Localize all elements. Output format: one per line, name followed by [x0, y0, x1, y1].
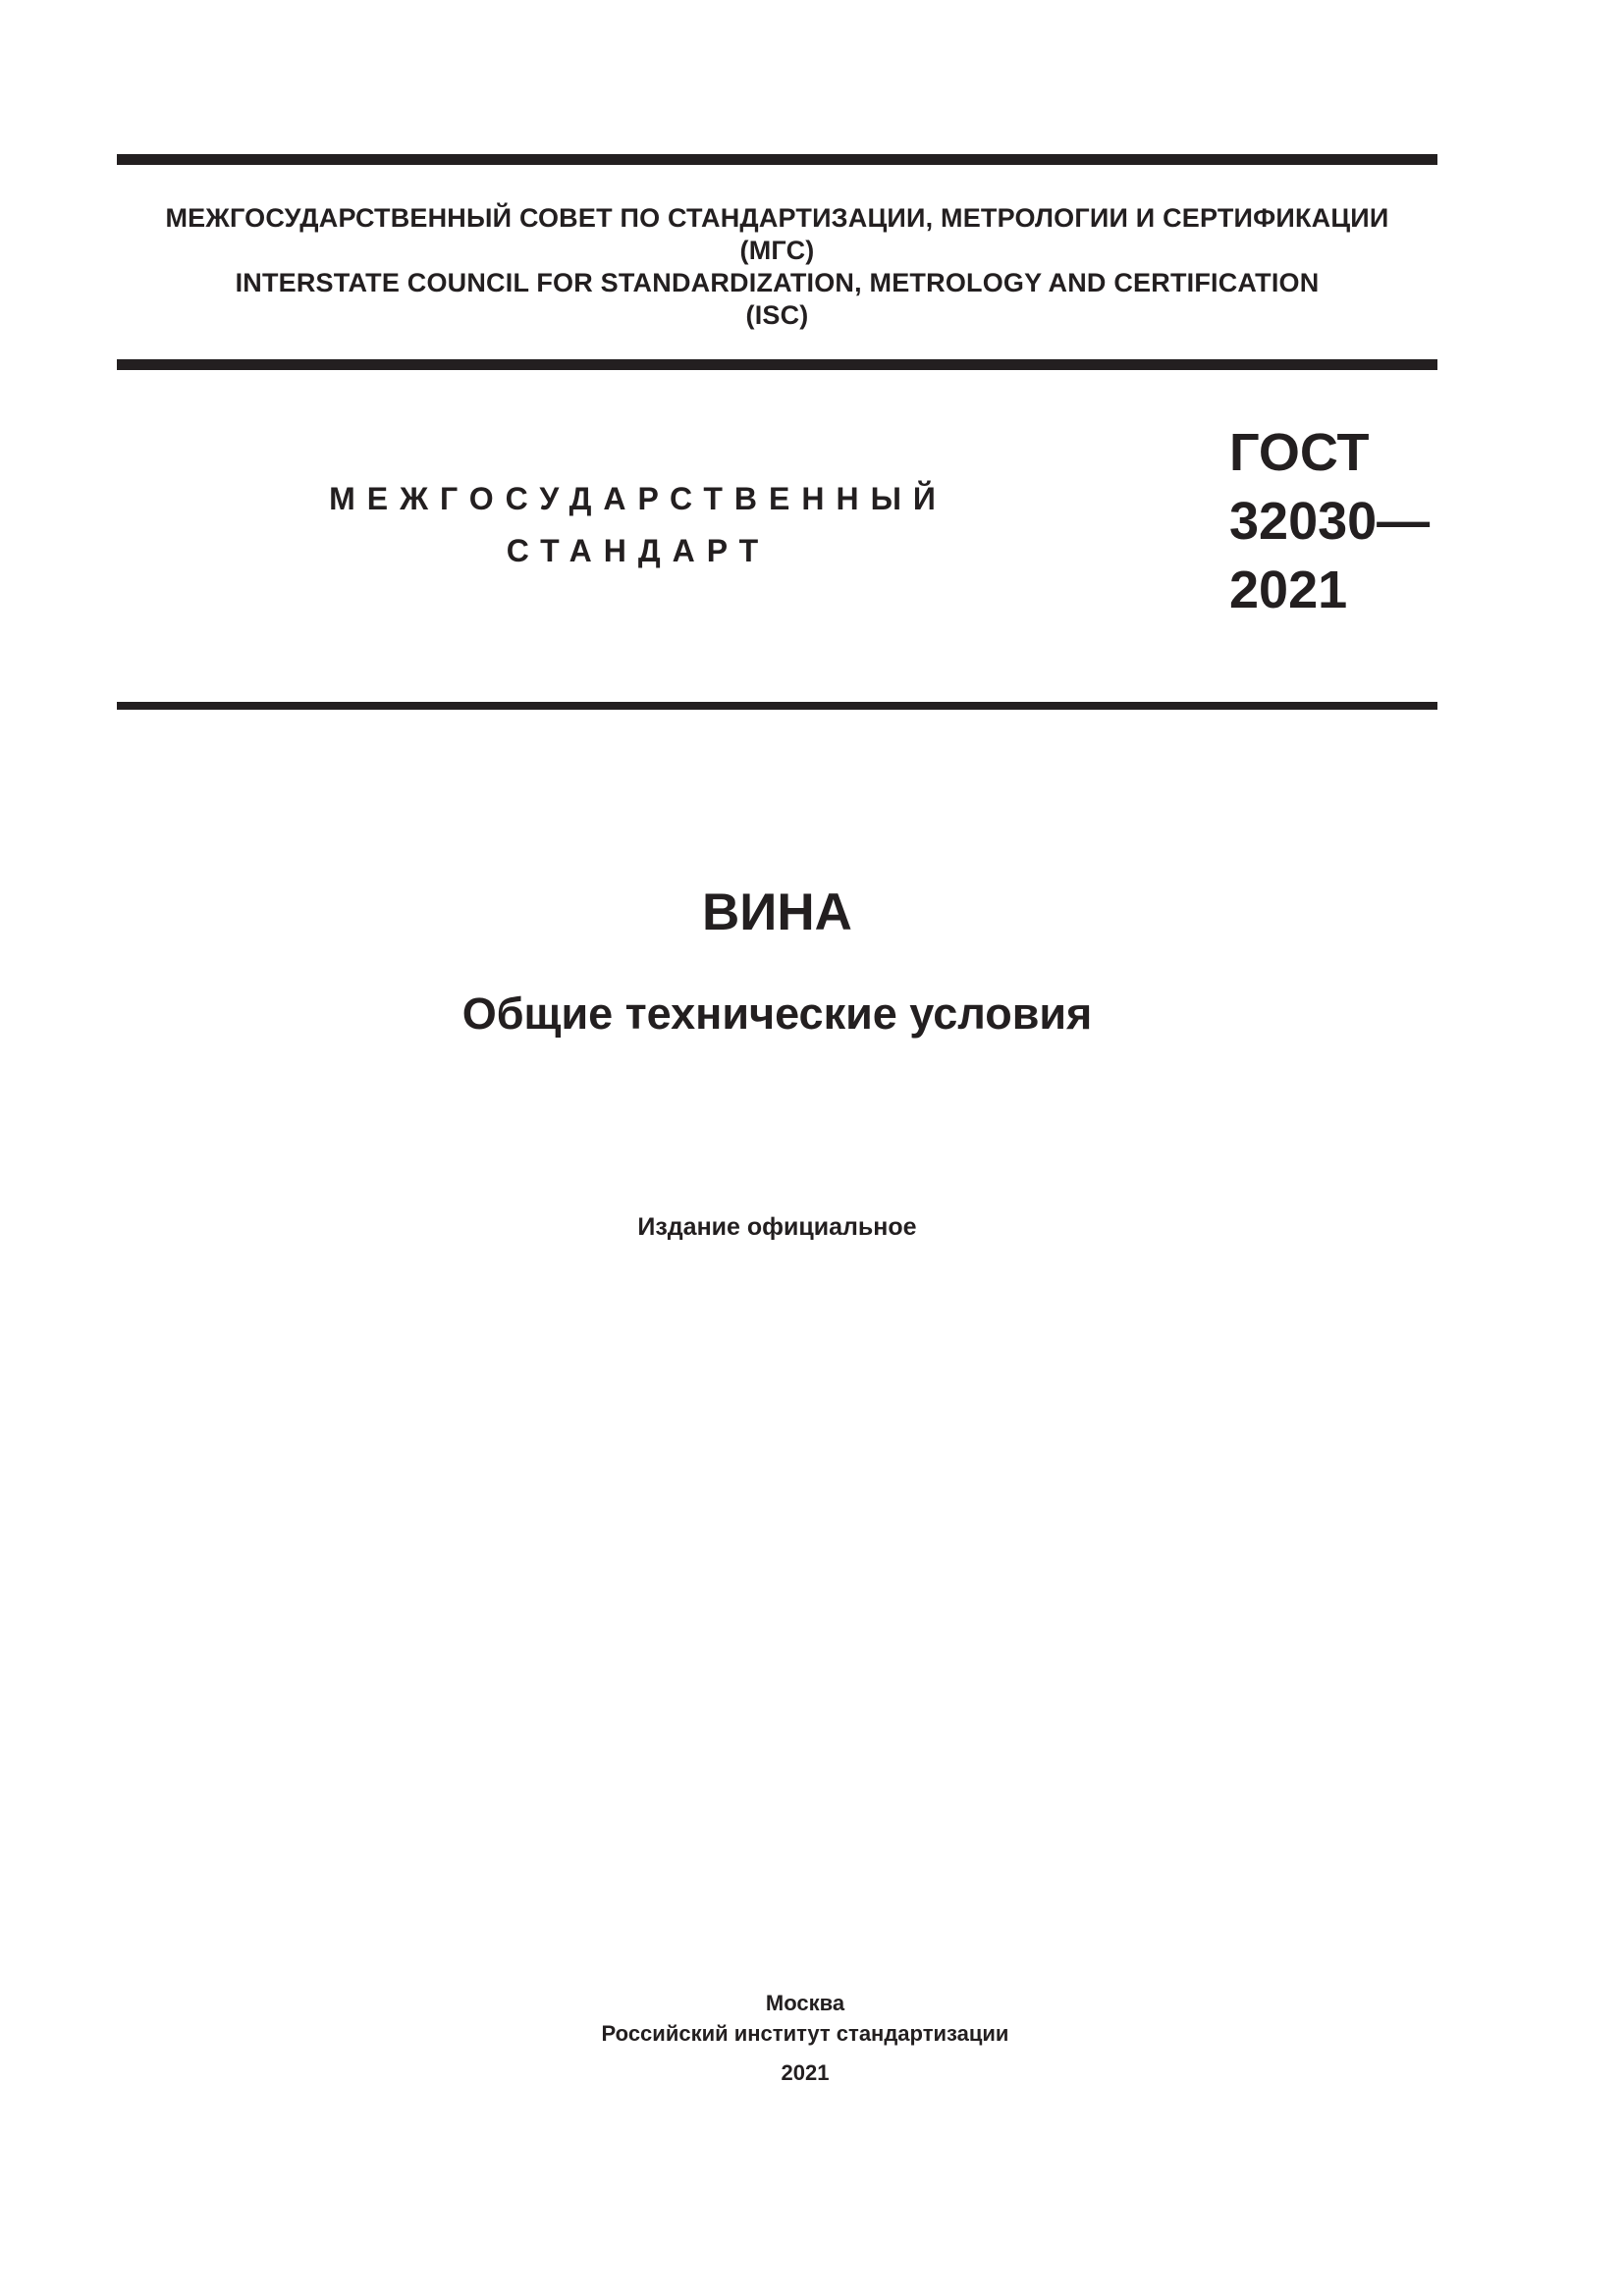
council-abbr-ru: (МГС) [739, 236, 815, 265]
edition-note: Издание официальное [637, 1213, 917, 1241]
council-bottom-rule [117, 359, 1437, 370]
top-rule [117, 154, 1437, 165]
council-header [117, 202, 1437, 332]
standard-type-line2: СТАНДАРТ [506, 533, 771, 568]
document-title: ВИНА [702, 883, 852, 941]
header-bottom-rule [117, 702, 1437, 710]
standard-code [1229, 418, 1430, 624]
council-name-en: INTERSTATE COUNCIL FOR STANDARDIZATION, METROLOGY AND CERTIFICATION [235, 268, 1320, 297]
standard-code-number: 32030— [1229, 492, 1431, 551]
imprint-publisher: Российский институт стандартизации [601, 2021, 1009, 2046]
imprint-year: 2021 [781, 2060, 830, 2085]
council-name-ru: МЕЖГОСУДАРСТВЕННЫЙ СОВЕТ ПО СТАНДАРТИЗАЦИИ, МЕТРОЛОГИИ И СЕРТИФИКАЦИИ [165, 203, 1389, 233]
imprint-city: Москва [765, 1991, 845, 2015]
standard-type-line1: МЕЖГОСУДАРСТВЕННЫЙ [329, 481, 947, 516]
document-subtitle: Общие технические условия [461, 988, 1093, 1039]
imprint [295, 1988, 1316, 2088]
standard-code-year: 2021 [1229, 561, 1348, 619]
standard-code-prefix: ГОСТ [1229, 423, 1370, 482]
standard-type [295, 473, 982, 577]
council-abbr-en: (ISC) [745, 300, 809, 330]
